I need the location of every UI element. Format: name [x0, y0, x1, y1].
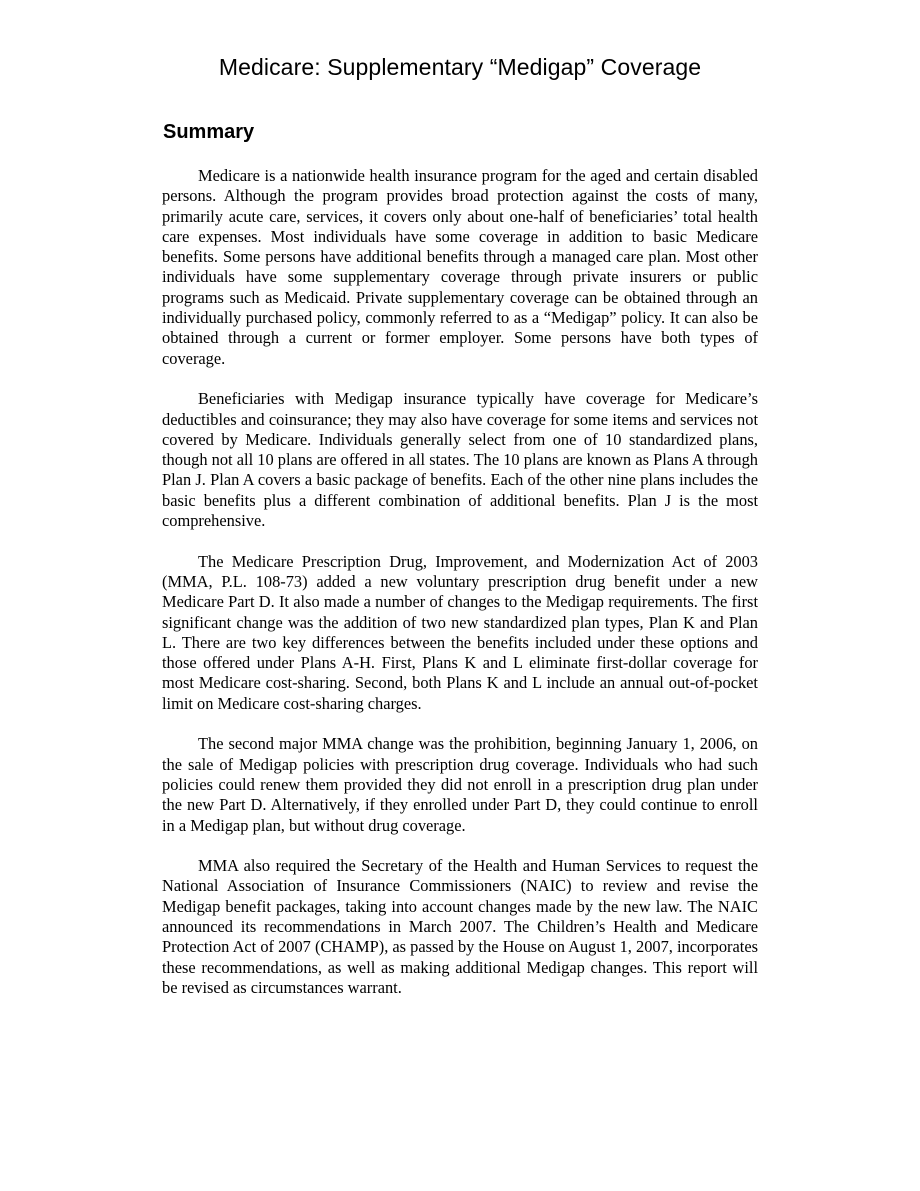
summary-paragraph-1: Medicare is a nationwide health insurance program for the aged and certain disabled persons. Although the program provides broad protection against the costs of many, primarily acute care, services, it covers only about one-half of beneficiaries’ total health care expenses. Most individuals have some coverage in addition to basic Medicare benefits. Some persons have additional benefits through a managed care plan. Most other individuals have some supplementary coverage through private insurers or public programs such as Medicaid. Private supplementary coverage can be obtained through an individually purchased policy, commonly referred to as a “Medigap” policy. It can also be obtained through a current or former employer. Some persons have both types of coverage.	[162, 166, 758, 368]
summary-paragraph-2: Beneficiaries with Medigap insurance typically have coverage for Medicare’s deductibles and coinsurance; they may also have coverage for some items and services not covered by Medicare. Individuals generally select from one of 10 standardized plans, though not all 10 plans are offered in all states. The 10 plans are known as Plans A through Plan J. Plan A covers a basic package of benefits. Each of the other nine plans includes the basic benefits plus a different combination of additional benefits. Plan J is the most comprehensive.	[162, 389, 758, 531]
summary-paragraph-4: The second major MMA change was the prohibition, beginning January 1, 2006, on the sale of Medigap policies with prescription drug coverage. Individuals who had such policies could renew them provided they did not enroll in a prescription drug plan under the new Part D. Alternatively, if they enrolled under Part D, they could continue to enroll in a Medigap plan, but without drug coverage.	[162, 734, 758, 835]
section-heading-summary: Summary	[163, 121, 255, 143]
summary-body	[162, 166, 758, 1018]
summary-paragraph-3: The Medicare Prescription Drug, Improvement, and Modernization Act of 2003 (MMA, P.L. 108-73) added a new voluntary prescription drug benefit under a new Medicare Part D. It also made a number of changes to the Medigap requirements. The first significant change was the addition of two new standardized plan types, Plan K and Plan L. There are two key differences between the benefits included under these options and those offered under Plans A-H. First, Plans K and L eliminate first-dollar coverage for most Medicare cost-sharing. Second, both Plans K and L include an annual out-of-pocket limit on Medicare cost-sharing charges.	[162, 551, 758, 713]
summary-paragraph-5: MMA also required the Secretary of the Health and Human Services to request the National Association of Insurance Commissioners (NAIC) to review and revise the Medigap benefit packages, taking into account changes made by the new law. The NAIC announced its recommendations in March 2007. The Children’s Health and Medicare Protection Act of 2007 (CHAMP), as passed by the House on August 1, 2007, incorporates these recommendations, as well as making additional Medigap changes. This report will be revised as circumstances warrant.	[162, 856, 758, 997]
document-title: Medicare: Supplementary “Medigap” Coverage	[218, 54, 702, 80]
